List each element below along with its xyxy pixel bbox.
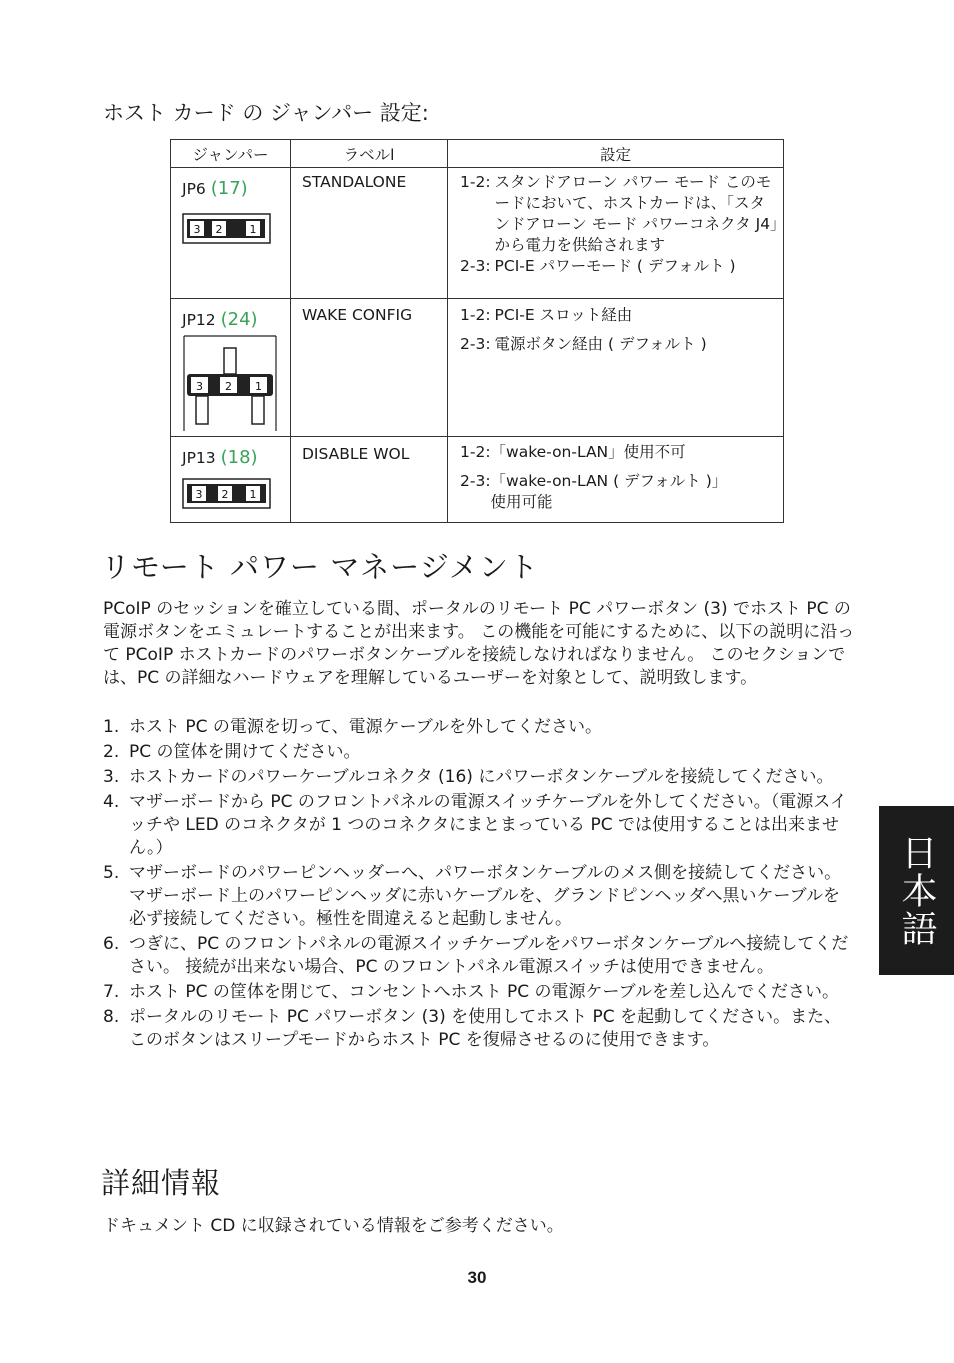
jumper-number: (17) [210, 178, 248, 199]
setting-key: 2-3: [460, 257, 491, 275]
label-cell: WAKE CONFIG [291, 299, 448, 437]
list-item [103, 862, 855, 931]
jumper-section-title: ホスト カード の ジャンパー 設定: [103, 101, 429, 125]
jumper-name: JP6 [182, 180, 206, 198]
remote-power-intro: PCoIP のセッションを確立している間、ポータルのリモート PC パワーボタン (3) でホスト PC の電源ボタンをエミュレートすることが出来ます。 この機能を可能にするために、以下の説明に沿って PCoIP ホストカードのパワーボタンケーブルを接続しなければなりません。 このセクションでは、PC の詳細なハードウェアを理解しているユーザーを対象として、説明致します。 [103, 599, 855, 688]
setting-cell [448, 437, 784, 523]
header-setting: 設定 [448, 140, 784, 168]
jumper-cell [171, 437, 291, 523]
pin-label: 2 [225, 380, 232, 393]
table-row [171, 168, 784, 299]
step-number: 4. [103, 792, 120, 812]
jumper-pin-diagram [182, 213, 272, 245]
step-number: 2. [103, 742, 120, 762]
list-item [103, 716, 855, 739]
list-item [103, 741, 855, 764]
list-item [103, 1006, 855, 1052]
setting-key: 1-2: [460, 173, 491, 191]
list-item [103, 791, 855, 860]
list-item [103, 933, 855, 979]
jumper-table [170, 139, 784, 523]
setting-key: 1-2: [460, 306, 491, 324]
step-number: 8. [103, 1007, 120, 1027]
setting-item [460, 442, 779, 463]
header-label: ラベルl [291, 140, 448, 168]
setting-key: 2-3: [460, 335, 491, 353]
table-header-row [171, 140, 784, 168]
step-number: 7. [103, 982, 120, 1002]
setting-text: 「wake-on-LAN」使用不可 [490, 443, 686, 461]
setting-key: 1-2: [460, 443, 491, 461]
step-number: 5. [103, 863, 120, 883]
step-text: ポータルのリモート PC パワーボタン (3) を使用してホスト PC を起動してください。また、このボタンはスリープモードからホスト PC を復帰させるのに使用できます。 [129, 1007, 842, 1050]
header-jumper: ジャンパー [171, 140, 291, 168]
step-number: 1. [103, 717, 120, 737]
table-row [171, 299, 784, 437]
pin-label: 1 [249, 488, 257, 501]
jumper-cell [171, 299, 291, 437]
jumper-name: JP13 [182, 449, 216, 467]
pin-label: 1 [249, 223, 257, 236]
pin-label: 1 [255, 380, 262, 393]
pin-label: 2 [221, 488, 229, 501]
setting-text: スタンドアローン パワー モード このモードにおいて、ホストカードは、「スタンドアローン モード パワーコネクタ J4」から電力を供給されます [494, 173, 778, 254]
pin-label: 3 [196, 380, 203, 393]
details-text: ドキュメント CD に収録されている情報をご参考ください。 [103, 1216, 564, 1236]
step-text: PC の筐体を開けてください。 [129, 742, 361, 762]
setting-cell [448, 168, 784, 299]
step-text: つぎに、PC のフロントパネルの電源スイッチケーブルをパワーボタンケーブルへ接続してください。 接続が出来ない場合、PC のフロントパネル電源スイッチは使用できません。 [129, 934, 849, 977]
label-cell: STANDALONE [291, 168, 448, 299]
setting-text: 「wake-on-LAN ( デフォルト )」 使用可能 [490, 472, 728, 511]
language-side-tab [879, 806, 954, 975]
jumper-pin-diagram [182, 334, 278, 432]
setting-item [460, 256, 779, 277]
setting-item [460, 305, 779, 326]
step-text: ホスト PC の電源を切って、電源ケーブルを外してください。 [129, 717, 603, 737]
step-text: マザーボードのパワーピンヘッダーへ、パワーボタンケーブルのメス側を接続してください。マザーボード上のパワーピンヘッダに赤いケーブルを、グランドピンヘッダへ黒いケーブルを必ず接続してください。極性を間違えると起動しません。 [129, 863, 842, 929]
setting-item [460, 172, 779, 256]
jumper-cell [171, 168, 291, 299]
setting-key: 2-3: [460, 472, 491, 490]
setting-text: PCI-E スロット経由 [494, 306, 633, 324]
pin-label: 3 [193, 223, 201, 236]
table-row [171, 437, 784, 523]
step-number: 3. [103, 767, 120, 787]
language-label: 日本語 [896, 833, 937, 948]
pin-label: 3 [195, 488, 203, 501]
step-text: ホスト PC の筐体を閉じて、コンセントへホスト PC の電源ケーブルを差し込んでください。 [129, 982, 839, 1002]
remote-power-title: リモート パワー マネージメント [101, 550, 539, 584]
step-text: マザーボードから PC のフロントパネルの電源スイッチケーブルを外してください。（電源スイッチや LED のコネクタが 1 つのコネクタにまとまっている PC では使用することは出来ません。） [129, 792, 847, 858]
step-text: ホストカードのパワーケーブルコネクタ (16) にパワーボタンケーブルを接続してください。 [129, 767, 834, 787]
setting-text: 電源ボタン経由 ( デフォルト ) [494, 335, 707, 353]
list-item [103, 981, 855, 1004]
page-number: 30 [467, 1268, 487, 1287]
step-number: 6. [103, 934, 120, 954]
jumper-name: JP12 [182, 311, 216, 329]
details-title: 詳細情報 [101, 1166, 222, 1200]
list-item [103, 766, 855, 789]
setting-item [460, 471, 779, 513]
setting-cell [448, 299, 784, 437]
jumper-number: (18) [220, 447, 258, 468]
jumper-pin-diagram [182, 478, 272, 510]
jumper-number: (24) [220, 309, 258, 330]
setting-item [460, 334, 779, 355]
label-cell: DISABLE WOL [291, 437, 448, 523]
remote-power-steps [103, 716, 855, 1054]
setting-text: PCI-E パワーモード ( デフォルト ) [494, 257, 736, 275]
pin-label: 2 [215, 223, 223, 236]
